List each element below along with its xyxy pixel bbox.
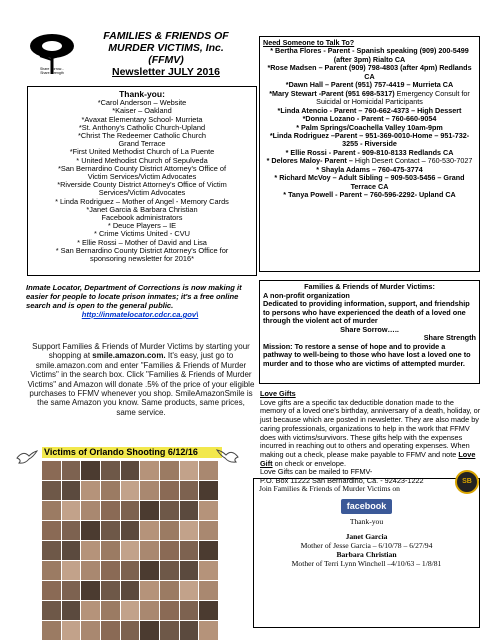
orlando-victims-title: Victims of Orlando Shooting 6/12/16: [42, 447, 222, 458]
victim-photo: [140, 461, 159, 480]
dove-icon: [15, 448, 39, 466]
victim-photo: [101, 541, 120, 560]
thank-you-item: *Janet Garcia & Barbara Christian: [86, 204, 198, 214]
inmate-locator-link[interactable]: http://inmatelocator.cdcr.ca.gov\: [81, 310, 199, 319]
mission-box: [259, 280, 480, 384]
newsletter-date: Newsletter JULY 2016: [112, 66, 220, 78]
thank-you-item: *San Bernardino County District Attorney's Office of: [57, 163, 227, 173]
victim-photo: [62, 461, 81, 480]
contact-list: [263, 47, 476, 199]
victim-photo: [160, 621, 179, 640]
logo-caption: [22, 67, 82, 75]
victims-photo-grid: [42, 461, 218, 640]
thank-you-item: *Carol Anderson – Website: [97, 98, 187, 108]
victim-photo: [140, 601, 159, 620]
victim-photo: [140, 561, 159, 580]
victim-photo: [180, 521, 199, 540]
contact-note: High Desert Contact – 760-530-7027: [354, 156, 473, 166]
title-line-2: MURDER VICTIMS, Inc.: [108, 42, 224, 54]
contact-entry: [263, 174, 476, 191]
victim-photo: [42, 581, 61, 600]
contact-name: * Ellie Rossi - Parent - 909-810-8133 Redlands CA: [285, 147, 454, 157]
mailing-address: P.O. Box 11222 San Bernardino, Ca. - 92423-1222: [260, 476, 424, 486]
victim-photo: [121, 461, 140, 480]
contact-name: *Linda Rodriguez –Parent – 951-369-0010-Home – 951-732-3255 - Riverside: [269, 130, 470, 149]
mission-statement: Mission: To restore a sense of hope and to provide a pathway to well-being to those who have lost a loved one to murder and to those who are victims of attempted murder.: [263, 341, 471, 368]
victim-photo: [160, 541, 179, 560]
mission-nonprofit: A non-profit organization: [263, 290, 350, 300]
victim-photo: [62, 561, 81, 580]
victim-photo: [199, 521, 218, 540]
victim-photo: [101, 461, 120, 480]
mission-dedication: Dedicated to providing information, support, and friendship to persons who have experienced the death of a loved one through the violent act of murder: [263, 299, 470, 325]
facebook-thanks: Thank-you: [349, 517, 384, 526]
contact-name: * Bertha Flores - Parent - Spanish speaking (909) 200-5499 (after 3pm) Rialto CA: [270, 46, 469, 64]
victim-photo: [81, 501, 100, 520]
victim-photo: [42, 461, 61, 480]
victim-photo: [199, 601, 218, 620]
love-gifts-title: Love Gifts: [260, 389, 296, 398]
thank-you-box: [27, 86, 257, 276]
victim-photo: [62, 581, 81, 600]
thank-you-item: *Christ The Redeemer Catholic Church: [77, 131, 207, 141]
love-gifts-text: Love gifts are a specific tax deductible donation made to the memory of a loved one's birthday, anniversary of a death, holiday, or just because which are posted in newsletter. They are also made by caring professionals, organizations to help in the work that FFMV does with victims/survivors. These gifts help with the expenses incurred in reaching out to others and operating expenses. When making out a check, please make payable to FFMV and note: [260, 397, 481, 459]
victim-photo: [140, 501, 159, 520]
admin-desc-2: Mother of Terri Lynn Winchell –4/10/63 – 1/8/81: [291, 559, 442, 568]
victim-photo: [140, 541, 159, 560]
admin-name-1: Janet Garcia: [345, 532, 388, 541]
thank-you-list: [31, 99, 253, 263]
victim-photo: [62, 501, 81, 520]
love-gift-note: Love Gift: [260, 449, 476, 468]
victim-photo: [101, 521, 120, 540]
victim-photo: [180, 461, 199, 480]
victim-photo: [180, 541, 199, 560]
victim-photo: [42, 541, 61, 560]
victim-photo: [160, 561, 179, 580]
thank-you-item: Facebook administrators: [101, 213, 183, 223]
victim-photo: [81, 621, 100, 640]
victim-photo: [81, 601, 100, 620]
victim-photo: [199, 461, 218, 480]
victim-photo: [160, 521, 179, 540]
contact-entry: [263, 64, 476, 81]
title-line-1: FAMILIES & FRIENDS OF: [103, 30, 229, 42]
contact-entry: [263, 47, 476, 64]
thank-you-item: *Kaiser – Oakland: [112, 106, 172, 116]
inmate-locator: [26, 283, 254, 319]
victim-photo: [199, 541, 218, 560]
contact-name: *Mary Stewart -Parent (951 698-5317): [269, 88, 397, 98]
victim-photo: [121, 601, 140, 620]
logo-caption-1: Share Sorrow...: [39, 67, 65, 71]
contact-entry: [263, 191, 476, 199]
thank-you-item: * Crime Victims United - CVU: [94, 229, 190, 239]
thank-you-item: Victim Services/Victim Advocates: [87, 172, 197, 182]
contact-name: * Richard McVoy – Adult Sibling – 909-503-5456 – Grand Terrace CA: [274, 173, 465, 191]
facebook-logo-icon[interactable]: facebook: [341, 499, 393, 514]
victim-photo: [180, 601, 199, 620]
share-sorrow: Share Sorrow…..: [340, 324, 399, 334]
thank-you-item: Grand Terrace: [118, 139, 166, 149]
victim-photo: [42, 621, 61, 640]
victim-photo: [42, 601, 61, 620]
victim-photo: [160, 581, 179, 600]
facebook-box: [253, 478, 480, 628]
contact-name: *Linda Atencio - Parent – 760-662-4373 – High Dessert: [277, 105, 462, 115]
victim-photo: [62, 621, 81, 640]
admin-name-2: Barbara Christian: [336, 550, 397, 559]
victim-photo: [42, 521, 61, 540]
thank-you-item: *Avaxat Elementary School- Murrieta: [81, 114, 203, 124]
victim-photo: [101, 601, 120, 620]
title-line-3: (FFMV): [148, 54, 184, 66]
contact-name: *Dawn Hall – Parent (951) 757-4419 – Murrieta CA: [285, 80, 454, 90]
victim-photo: [199, 581, 218, 600]
thank-you-item: *Riverside County District Attorney's Office of Victim: [57, 180, 227, 190]
victim-photo: [62, 521, 81, 540]
thank-you-item: sponsoring newsletter for 2016*: [90, 254, 194, 264]
victim-photo: [160, 601, 179, 620]
love-gifts-mail: Love Gifts can be mailed to FFMV-: [260, 467, 373, 477]
thank-you-item: *St. Anthony's Catholic Church-Upland: [78, 122, 206, 132]
victim-photo: [81, 521, 100, 540]
facebook-join-text: Join Families & Friends of Murder Victims on: [259, 484, 400, 493]
victim-photo: [101, 481, 120, 500]
love-gifts-section: [260, 390, 482, 486]
victim-photo: [81, 481, 100, 500]
love-gifts-body: [260, 399, 482, 469]
victim-photo: [121, 621, 140, 640]
thank-you-item: * United Methodist Church of Sepulveda: [76, 155, 208, 165]
victim-photo: [101, 501, 120, 520]
victim-photo: [199, 561, 218, 580]
newsletter-header: [90, 30, 242, 78]
victim-photo: [42, 481, 61, 500]
amazon-text-1: Support Families & Friends of Murder Victims by starting your shopping at: [32, 342, 250, 361]
victim-photo: [140, 521, 159, 540]
victim-photo: [81, 461, 100, 480]
contact-name: * Palm Springs/Coachella Valley 10am-9pm: [296, 122, 443, 132]
victim-photo: [121, 561, 140, 580]
contact-note: Emergency Consult for Suicidal or Homicidal Participants: [316, 88, 470, 107]
victim-photo: [180, 581, 199, 600]
victim-photo: [101, 561, 120, 580]
victim-photo: [121, 541, 140, 560]
thank-you-item: Services/Victim Advocates: [98, 188, 186, 198]
victim-photo: [121, 521, 140, 540]
victim-photo: [180, 561, 199, 580]
victim-photo: [42, 561, 61, 580]
thank-you-item: * San Bernardino County District Attorney's Office for: [55, 245, 229, 255]
contact-name: * Tanya Powell - Parent – 760-596-2292- Upland CA: [283, 190, 456, 200]
thank-you-item: * Deuce Players – IE: [107, 221, 177, 231]
love-gifts-text-end: on check or envelope.: [272, 458, 346, 468]
victim-photo: [140, 481, 159, 500]
thank-you-item: * Ellie Rossi – Mother of David and Lisa: [77, 237, 207, 247]
victim-photo: [199, 481, 218, 500]
victim-photo: [140, 621, 159, 640]
need-someone-title: Need Someone to Talk To?: [263, 38, 355, 47]
victim-photo: [180, 481, 199, 500]
victim-photo: [101, 621, 120, 640]
victim-photo: [199, 501, 218, 520]
victim-photo: [62, 541, 81, 560]
mission-org-title: Families & Friends of Murder Victims:: [304, 282, 435, 291]
amazon-smile-link[interactable]: smile.amazon.com.: [92, 351, 166, 361]
victim-photo: [160, 501, 179, 520]
thank-you-item: * Linda Rodriguez – Mother of Angel - Memory Cards: [55, 196, 229, 206]
sheriff-badge-icon: SB: [455, 470, 479, 494]
victim-photo: [140, 581, 159, 600]
contact-name: * Delores Maloy- Parent –: [266, 156, 355, 166]
thank-you-title: Thank-you:: [119, 89, 165, 99]
victim-photo: [121, 581, 140, 600]
contact-entry: [263, 132, 476, 149]
victim-photo: [160, 481, 179, 500]
victim-photo: [121, 501, 140, 520]
victim-photo: [160, 461, 179, 480]
admin-desc-1: Mother of Jesse Garcia – 6/10/78 – 6/27/94: [300, 541, 433, 550]
victim-photo: [62, 481, 81, 500]
share-strength: Share Strength: [423, 333, 476, 342]
victim-photo: [81, 541, 100, 560]
logo-caption-2: Share Strength: [40, 71, 64, 75]
victim-photo: [180, 501, 199, 520]
contact-name: *Rose Madsen – Parent (909) 798-4803 (after 4pm) Redlands CA: [267, 63, 472, 81]
amazon-smile-text: [27, 342, 255, 417]
inmate-locator-text: Inmate Locator, Department of Corrections is now making it easier for people to locate prison inmates; it's a free online search and is open to the general public.: [26, 283, 242, 310]
victim-photo: [121, 481, 140, 500]
victim-photo: [62, 601, 81, 620]
victim-photo: [199, 621, 218, 640]
contact-name: * Shayla Adams – 760-475-3774: [316, 164, 423, 174]
contact-entry: [263, 90, 476, 107]
victim-photo: [101, 581, 120, 600]
victim-photo: [81, 561, 100, 580]
amazon-text-2: It's easy, just go to smile.amazon.com and enter "Families & Friends of Murder Victims" in the search box. Click "Families & Friends of Murder Victims" and Amazon will donate .5% of the price of your eligible purchases to FFMV whenever you shop. SmileAmazonSmile is the same Amazon you know. Same products, same prices, same service.: [27, 351, 255, 417]
victim-photo: [180, 621, 199, 640]
contact-name: *Donna Lozano - Parent – 760-660-9054: [302, 114, 437, 124]
thank-you-item: *First United Methodist Church of La Puente: [69, 147, 215, 157]
victim-photo: [81, 581, 100, 600]
victim-photo: [42, 501, 61, 520]
need-someone-box: [259, 36, 480, 272]
